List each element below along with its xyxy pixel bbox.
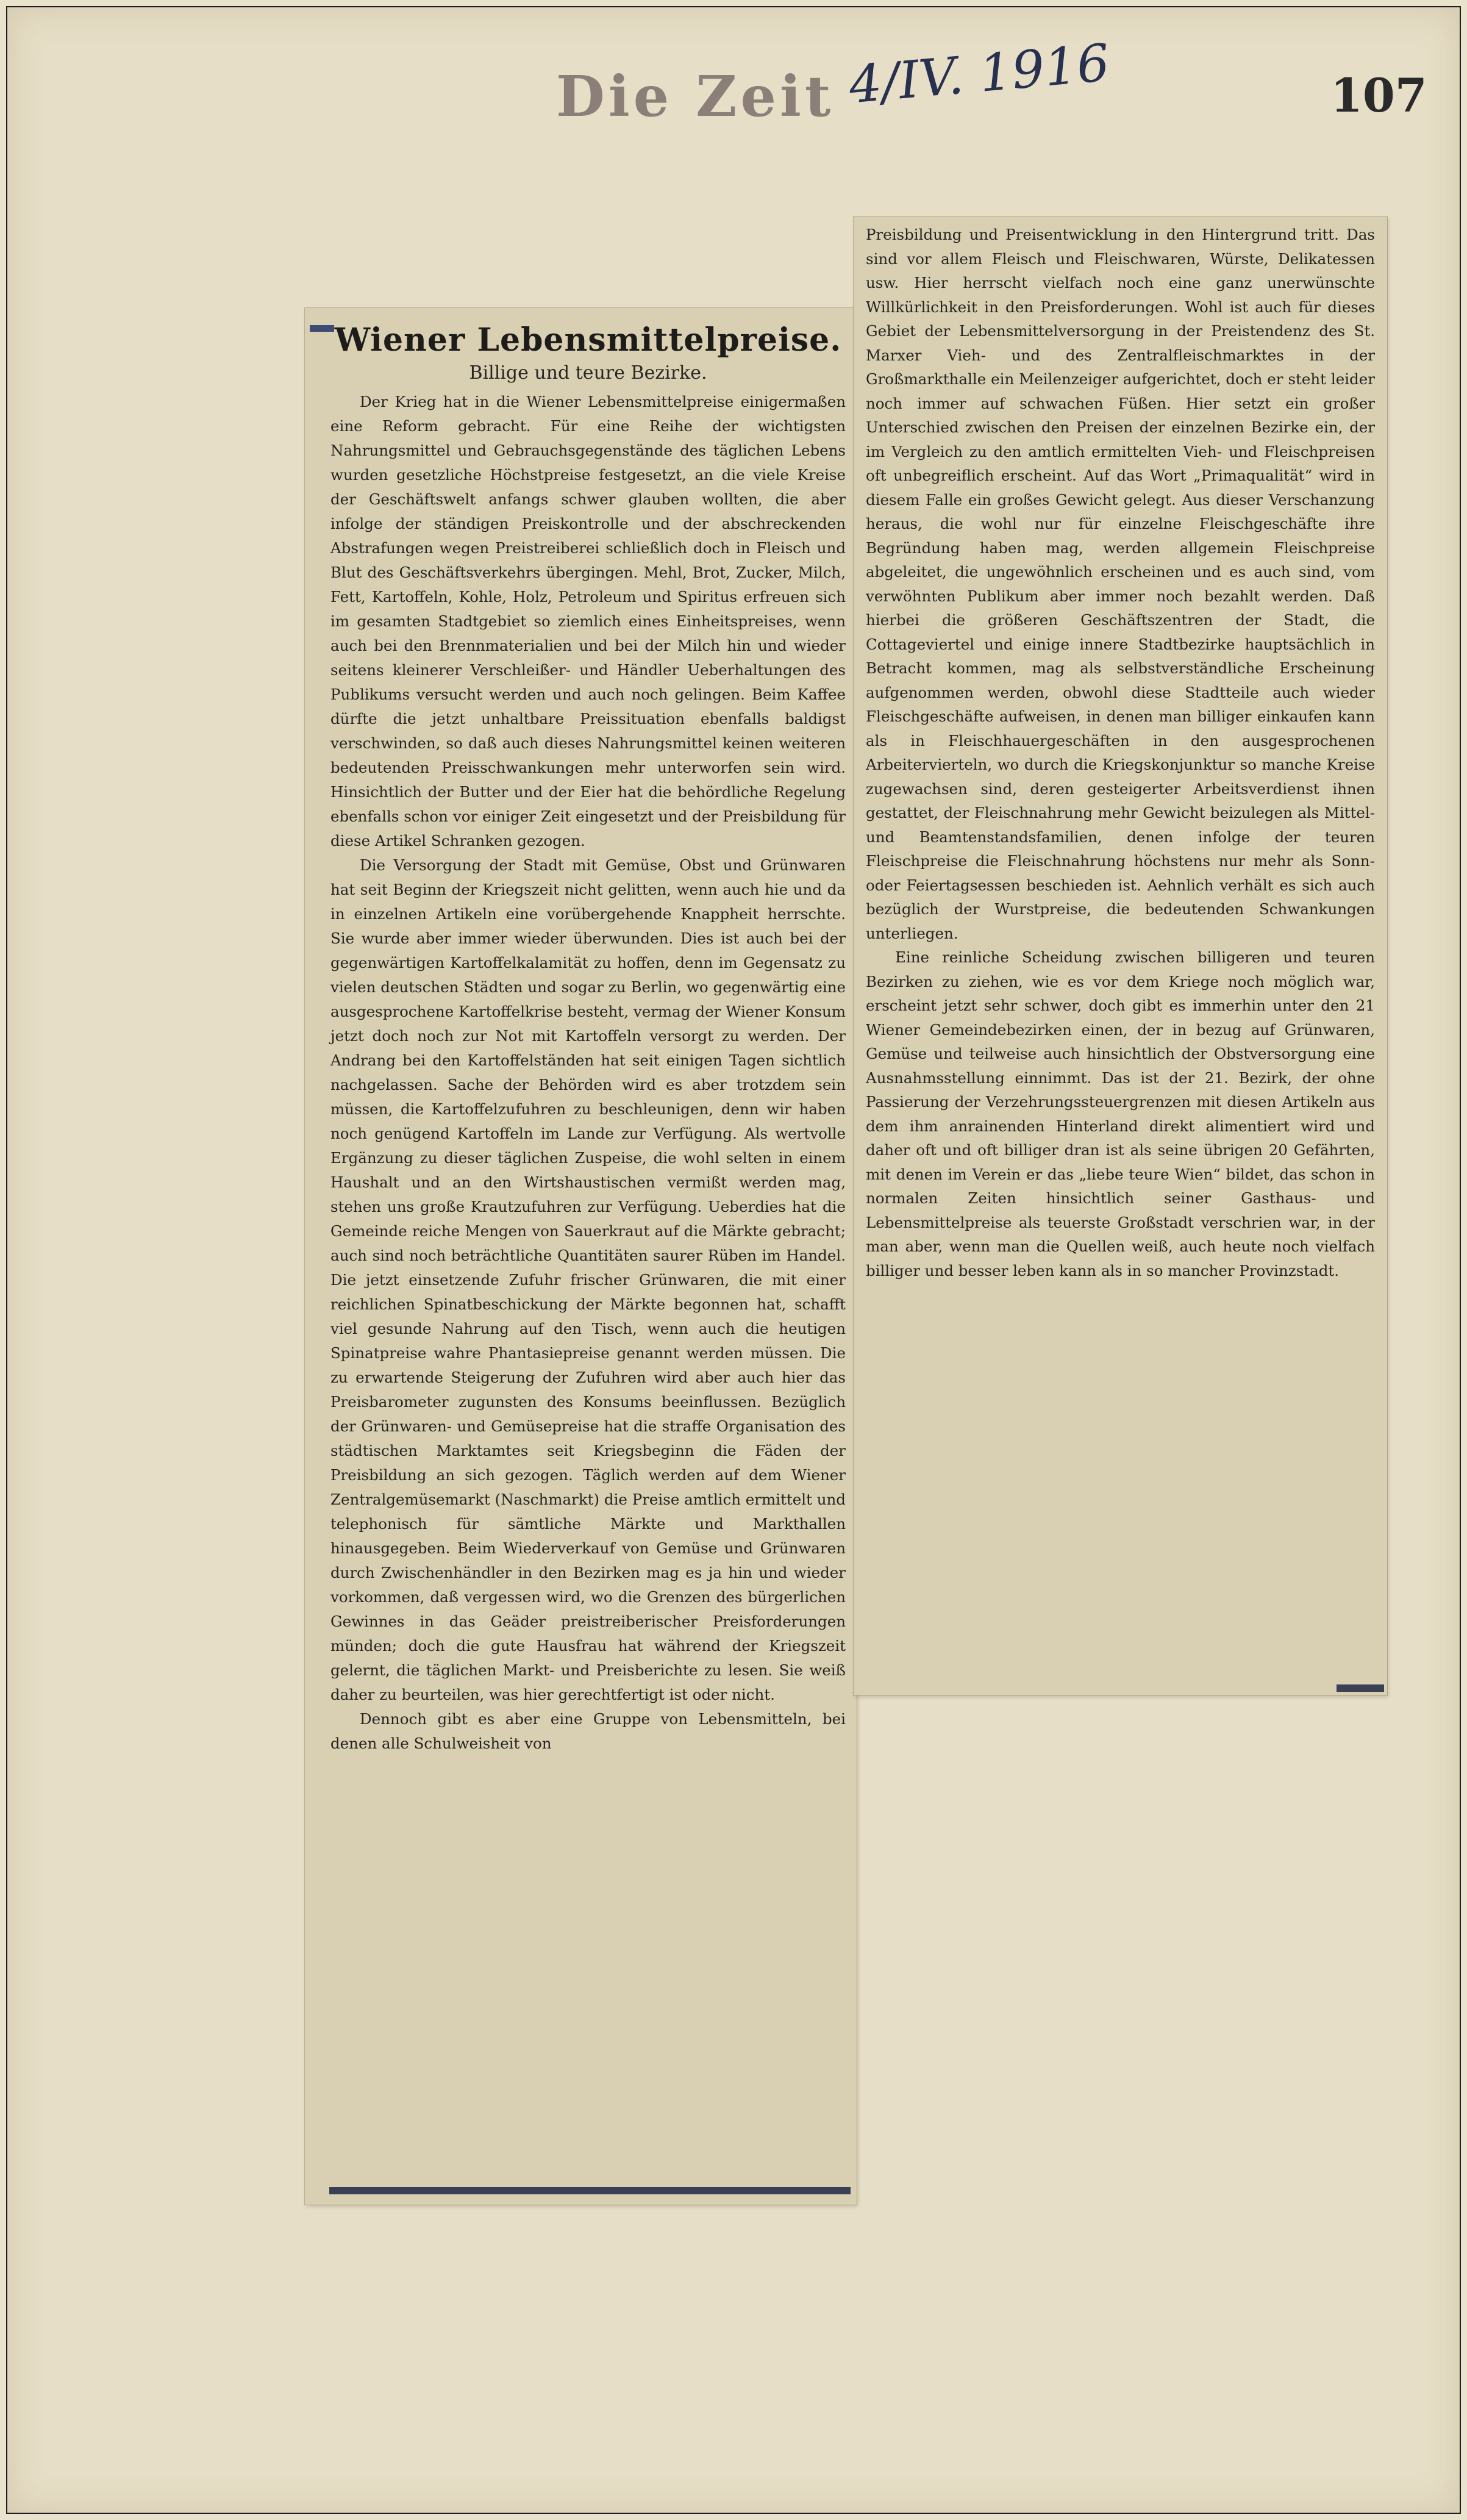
paragraph: Der Krieg hat in die Wiener Lebensmittelpreise einigermaßen eine Reform gebracht. Für eine Reihe der wichtigsten Nahrungsmittel und Gebrauchsgegenstände des täglichen Lebens wurden gesetzliche Höchstpreise festgesetzt, an die viele Kreise der Geschäftswelt anfangs schwer glauben wollten, die aber infolge der ständigen Preiskontrolle und der abschreckenden Abstrafungen wegen Preistreiberei schließlich doch in Fleisch und Blut des Geschäftsverkehrs übergingen. Mehl, Brot, Zucker, Milch, Fett, Kartoffeln, Kohle, Holz, Petroleum und Spiritus erfreuen sich im gesamten Stadtgebiet so ziemlich eines Einheitspreises, wenn auch bei den Brennmaterialien und bei der Milch hin und wieder seitens kleinerer Verschleißer- und Händler Ueberhaltungen des Publikums versucht werden und auch noch gelingen. Beim Kaffee dürfte die jetzt unhaltbare Preissituation ebenfalls baldigst verschwinden, so daß auch dieses Nahrungsmittel keinen weiteren bedeutenden Preisschwankungen mehr unterworfen sein wird. Hinsichtlich der Butter und der Eier hat die behördliche Regelung ebenfalls schon vor einiger Zeit eingesetzt und der Preisbildung für diese Artikel Schranken gezogen. bbox=[330, 393, 846, 850]
clipping-left-column bbox=[305, 308, 857, 2205]
right-column-body bbox=[866, 223, 1375, 1283]
column-end-rule bbox=[329, 2187, 851, 2194]
page-number: 107 bbox=[1330, 68, 1427, 123]
left-column-body bbox=[330, 390, 846, 1756]
article-subheadline: Billige und teure Bezirke. bbox=[469, 362, 707, 384]
handwritten-date: 4/IV. 1916 bbox=[846, 32, 1112, 115]
paragraph: Die Versorgung der Stadt mit Gemüse, Obst und Grünwaren hat seit Beginn der Kriegszeit nicht gelitten, wenn auch hie und da in einzelnen Artikeln eine vorübergehende Knappheit herrschte. Sie wurde aber immer wieder überwunden. Dies ist auch bei der gegenwärtigen Kartoffelkalamität zu hoffen, denn im Gegensatz zu vielen deutschen Städten und sogar zu Berlin, wo gegenwärtig eine ausgesprochene Kartoffelkrise besteht, vermag der Wiener Konsum jetzt doch noch zur Not mit Kartoffeln versorgt zu werden. Der Andrang bei den Kartoffelständen hat seit einigen Tagen sichtlich nachgelassen. Sache der Behörden wird es aber trotzdem sein müssen, die Kartoffelzufuhren zu beschleunigen, denn wir haben noch genügend Kartoffeln im Lande zur Verfügung. Als wertvolle Ergänzung zu dieser täglichen Zuspeise, die wohl selten in einem Haushalt und an den Wirtshaustischen vermißt werden mag, stehen uns große Krautzufuhren zur Verfügung. Ueberdies hat die Gemeinde reiche Mengen von Sauerkraut auf die Märkte gebracht; auch sind noch beträchtliche Quantitäten saurer Rüben im Handel. Die jetzt einsetzende Zufuhr frischer Grünwaren, die mit einer reichlichen Spinatbeschickung der Märkte begonnen hat, schafft viel gesunde Nahrung auf den Tisch, wenn auch die heutigen Spinatpreise wahre Phantasiepreise genannt werden müssen. Die zu erwartende Steigerung der Zufuhren wird aber auch hier das Preisbarometer zugunsten des Konsums beeinflussen. Bezüglich der Grünwaren- und Gemüsepreise hat die straffe Organisation des städtischen Marktamtes seit Kriegsbeginn die Fäden der Preisbildung an sich gezogen. Täglich werden auf dem Wiener Zentralgemüsemarkt (Naschmarkt) die Preise amtlich ermittelt und telephonisch für sämtliche Märkte und Markthallen hinausgegeben. Beim Wiederverkauf von Gemüse und Grünwaren durch Zwischenhändler in den Bezirken mag es ja hin und wieder vorkommen, daß vergessen wird, wo die Grenzen des bürgerlichen Gewinnes in das Geäder preistreiberischer Preisforderungen münden; doch die gute Hausfrau hat während der Kriegszeit gelernt, die täglichen Markt- und Preisberichte zu lesen. Sie weiß daher zu beurteilen, was hier gerechtfertigt ist oder nicht. bbox=[330, 856, 846, 1703]
paragraph: Eine reinliche Scheidung zwischen billigeren und teuren Bezirken zu ziehen, wie es vor dem Kriege noch möglich war, erscheint jetzt sehr schwer, doch gibt es immerhin unter den 21 Wiener Gemeindebezirken einen, der in bezug auf Grünwaren, Gemüse und teilweise auch hinsichtlich der Obstversorgung eine Ausnahmsstellung einnimmt. Das ist der 21. Bezirk, der ohne Passierung der Verzehrungssteuergrenzen mit diesen Artikeln aus dem ihm anrainenden Hinterland direkt alimentiert wird und daher oft und oft billiger dran ist als seine übrigen 20 Gefährten, mit denen im Verein er das „liebe teure Wien“ bildet, das schon in normalen Zeiten hinsichtlich seiner Gasthaus- und Lebensmittelpreise als teuerste Großstadt verschrien war, in der man aber, wenn man die Quellen weiß, auch heute noch vielfach billiger und besser leben kann als in so mancher Provinzstadt. bbox=[866, 948, 1375, 1280]
clipping-right-column bbox=[854, 217, 1387, 1695]
newspaper-masthead: Die Zeit bbox=[556, 63, 835, 129]
headline-dash-marker bbox=[310, 325, 334, 332]
article-headline: Wiener Lebensmittelpreise. bbox=[334, 321, 842, 359]
column-end-rule bbox=[1337, 1684, 1384, 1692]
paragraph: Preisbildung und Preisentwicklung in den Hintergrund tritt. Das sind vor allem Fleisch und Fleischwaren, Würste, Delikatessen usw. Hier herrscht vielfach noch eine ganz unerwünschte Willkürlichkeit in den Preisforderungen. Wohl ist auch für dieses Gebiet der Lebensmittelversorgung in der Preistendenz des St. Marxer Vieh- und des Zentralfleischmarktes in der Großmarkthalle ein Meilenzeiger aufgerichtet, doch er steht leider noch immer auf schwachen Füßen. Hier setzt ein großer Unterschied zwischen den Preisen der einzelnen Bezirke ein, der im Vergleich zu den amtlich ermittelten Vieh- und Fleischpreisen oft unbegreiflich erscheint. Auf das Wort „Primaqualität“ wird in diesem Falle ein großes Gewicht gelegt. Aus dieser Verschanzung heraus, die wohl nur für einzelne Fleischgeschäfte ihre Begründung haben mag, werden allgemein Fleischpreise abgeleitet, die ungewöhnlich erscheinen und es auch sind, vom verwöhnten Publikum aber immer noch bezahlt werden. Daß hierbei die größeren Geschäftszentren der Stadt, die Cottageviertel und einige innere Stadtbezirke hauptsächlich in Betracht kommen, mag als selbstverständliche Erscheinung aufgenommen werden, obwohl diese Stadtteile auch wieder Fleischgeschäfte aufweisen, in denen man billiger einkaufen kann als in Fleischhauergeschäften in den ausgesprochenen Arbeitervierteln, wo durch die Kriegskonjunktur so manche Kreise zugewachsen sind, deren gesteigerter Arbeitsverdienst ihnen gestattet, der Fleischnahrung mehr Gewicht beizulegen als Mittel- und Beamtenstandsfamilien, denen infolge der teuren Fleischpreise die Fleischnahrung höchstens nur mehr als Sonn- oder Feiertagsessen beschieden ist. Aehnlich verhält es sich auch bezüglich der Wurstpreise, die bedeutenden Schwankungen unterliegen. bbox=[866, 226, 1375, 942]
paragraph: Dennoch gibt es aber eine Gruppe von Lebensmitteln, bei denen alle Schulweisheit von bbox=[330, 1710, 846, 1752]
